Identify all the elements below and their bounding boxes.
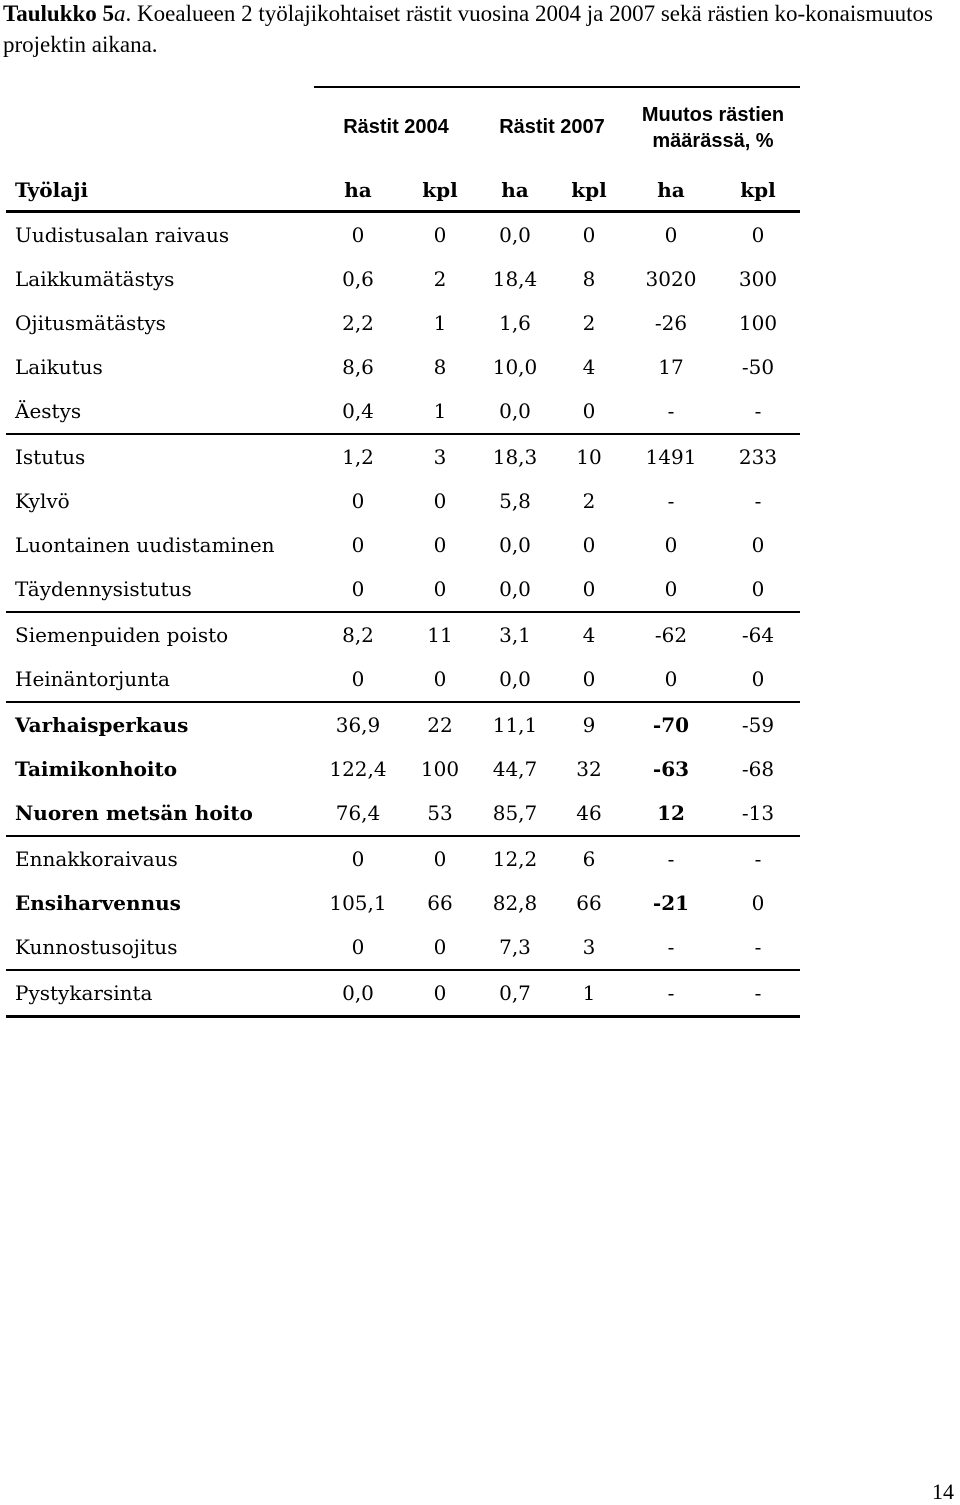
table-row [6, 257, 800, 301]
cell-value: 0 [751, 533, 765, 557]
row-name: Laikutus [15, 355, 103, 379]
cell-value: 0 [664, 223, 678, 247]
group-header-empty [6, 87, 314, 170]
cell-value: 0 [552, 389, 626, 434]
row-name: Täydennysistutus [6, 567, 314, 612]
cell-value: 2 [582, 311, 596, 335]
row-name: Siemenpuiden poisto [15, 623, 229, 647]
cell-value: 0 [433, 489, 447, 513]
column-header-tyolaji: Työlaji [6, 170, 314, 212]
cell-value: 4 [582, 623, 596, 647]
row-name: Ensiharvennus [15, 891, 181, 915]
cell-value: 53 [402, 791, 478, 836]
cell-value: 12 [626, 791, 716, 836]
row-name: Äestys [6, 389, 314, 434]
table-row [6, 836, 800, 881]
cell-value: 10 [576, 445, 602, 469]
cell-value: 1,6 [499, 311, 531, 335]
cell-value: 9 [582, 713, 596, 737]
column-header-unit: ha [626, 170, 716, 212]
cell-value: 3 [552, 925, 626, 970]
cell-value: 82,8 [492, 891, 538, 915]
cell-value: 36,9 [335, 713, 381, 737]
cell-value: 0,4 [314, 389, 402, 434]
table-caption [3, 0, 958, 60]
row-name: Heinäntorjunta [6, 657, 314, 702]
row-name: Luontainen uudistaminen [15, 533, 275, 557]
cell-value: 0,0 [478, 657, 552, 702]
cell-value: 0 [626, 567, 716, 612]
cell-value: 0 [664, 533, 678, 557]
cell-value: - [716, 970, 800, 1017]
cell-value: 0 [433, 533, 447, 557]
cell-value: 0 [582, 533, 596, 557]
row-name: Pystykarsinta [6, 970, 314, 1017]
cell-value: 122,4 [329, 757, 387, 781]
cell-value: -50 [741, 355, 775, 379]
row-name: Kunnostusojitus [6, 925, 314, 970]
row-name: Istutus [15, 445, 86, 469]
cell-value: 0 [402, 925, 478, 970]
cell-value: 105,1 [329, 891, 387, 915]
cell-value: 0 [351, 847, 365, 871]
cell-value: -59 [741, 713, 775, 737]
cell-value: 3,1 [499, 623, 531, 647]
cell-value: 8 [433, 355, 447, 379]
column-header-unit: ha [478, 170, 552, 212]
unit-header-row [6, 170, 800, 212]
cell-value: 0 [314, 657, 402, 702]
cell-value: 300 [738, 267, 778, 291]
cell-value: - [716, 925, 800, 970]
cell-value: 0 [402, 567, 478, 612]
cell-value: 85,7 [478, 791, 552, 836]
cell-value: - [716, 389, 800, 434]
cell-value: 0 [351, 489, 365, 513]
cell-value: 100 [420, 757, 460, 781]
cell-value: 3 [433, 445, 447, 469]
table-row [6, 657, 800, 702]
cell-value: 0 [751, 223, 765, 247]
cell-value: 0,0 [478, 389, 552, 434]
row-name: Kylvö [15, 489, 70, 513]
cell-value: 6 [582, 847, 596, 871]
cell-value: 66 [576, 891, 602, 915]
cell-value: -21 [652, 891, 690, 915]
cell-value: 1,2 [342, 445, 374, 469]
cell-value: 233 [738, 445, 778, 469]
cell-value: 0 [402, 657, 478, 702]
row-name: Taimikonhoito [15, 757, 178, 781]
group-header-rastit-2007: Rästit 2007 [478, 87, 626, 170]
table-row [6, 389, 800, 434]
cell-value: 8 [582, 267, 596, 291]
cell-value: 0 [433, 223, 447, 247]
cell-value: - [626, 970, 716, 1017]
cell-value: 0,0 [499, 223, 531, 247]
cell-value: 0 [351, 533, 365, 557]
page-number: 14 [932, 1479, 954, 1504]
cell-value: 3020 [645, 267, 697, 291]
cell-value: - [626, 925, 716, 970]
table-row [6, 747, 800, 791]
cell-value: -13 [716, 791, 800, 836]
cell-value: -63 [652, 757, 690, 781]
cell-value: -64 [741, 623, 775, 647]
cell-value: 0 [716, 657, 800, 702]
cell-value: 1 [402, 389, 478, 434]
table-row [6, 702, 800, 747]
row-name: Nuoren metsän hoito [6, 791, 314, 836]
cell-value: 12,2 [492, 847, 538, 871]
table-row [6, 479, 800, 523]
table-row [6, 434, 800, 479]
table-row [6, 925, 800, 970]
cell-value: 8,2 [342, 623, 374, 647]
cell-value: 32 [576, 757, 602, 781]
cell-value: 66 [427, 891, 453, 915]
cell-value: 1491 [645, 445, 697, 469]
row-name: Uudistusalan raivaus [15, 223, 230, 247]
cell-value: 0 [716, 567, 800, 612]
cell-value: 18,4 [492, 267, 538, 291]
row-name: Laikkumätästys [15, 267, 175, 291]
cell-value: 11 [427, 623, 453, 647]
group-header-muutos: Muutos rästien määrässä, % [626, 87, 800, 170]
table-row [6, 791, 800, 836]
column-header-unit: kpl [552, 170, 626, 212]
cell-value: 0,0 [314, 970, 402, 1017]
cell-value: 0 [402, 970, 478, 1017]
column-header-unit: kpl [402, 170, 478, 212]
cell-value: 0 [626, 657, 716, 702]
cell-value: -26 [654, 311, 688, 335]
column-header-unit: kpl [716, 170, 800, 212]
cell-value: 0,0 [499, 533, 531, 557]
cell-value: 8,6 [342, 355, 374, 379]
cell-value: 0 [351, 223, 365, 247]
cell-value: 4 [582, 355, 596, 379]
cell-value: - [754, 489, 762, 513]
cell-value: 5,8 [499, 489, 531, 513]
table-row [6, 212, 800, 258]
column-header-unit: ha [314, 170, 402, 212]
cell-value: 10,0 [492, 355, 538, 379]
cell-value: 2 [582, 489, 596, 513]
row-name: Ennakkoraivaus [15, 847, 178, 871]
data-table [6, 86, 800, 1018]
cell-value: 22 [427, 713, 453, 737]
cell-value: 0 [314, 567, 402, 612]
cell-value: 2,2 [342, 311, 374, 335]
row-name: Varhaisperkaus [15, 713, 189, 737]
cell-value: -70 [652, 713, 690, 737]
cell-value: 0 [751, 891, 765, 915]
cell-value: 17 [658, 355, 684, 379]
cell-value: 46 [552, 791, 626, 836]
cell-value: 100 [738, 311, 778, 335]
cell-value: 0 [433, 847, 447, 871]
table-row [6, 612, 800, 657]
table-row [6, 345, 800, 389]
cell-value: 11,1 [492, 713, 538, 737]
table-row [6, 881, 800, 925]
cell-value: 2 [433, 267, 447, 291]
cell-value: 1 [552, 970, 626, 1017]
group-header-row [6, 87, 800, 170]
caption-number: 5 [102, 1, 115, 26]
table-row [6, 567, 800, 612]
cell-value: - [626, 389, 716, 434]
cell-value: 0 [582, 223, 596, 247]
table-row [6, 523, 800, 567]
caption-text: . Koealueen 2 työlajikohtaiset rästit vuosina 2004 ja 2007 sekä rästien ko-konaismuutos projektin aikana. [3, 1, 933, 57]
cell-value: - [754, 847, 762, 871]
cell-value: -62 [654, 623, 688, 647]
cell-value: 18,3 [492, 445, 538, 469]
cell-value: -68 [741, 757, 775, 781]
group-header-rastit-2004: Rästit 2004 [314, 87, 478, 170]
table-row [6, 301, 800, 345]
cell-value: 0,6 [342, 267, 374, 291]
table-row [6, 970, 800, 1017]
cell-value: 0 [552, 657, 626, 702]
caption-label: Taulukko [3, 1, 97, 26]
cell-value: 0,7 [478, 970, 552, 1017]
cell-value: - [667, 489, 675, 513]
cell-value: 1 [433, 311, 447, 335]
caption-number-suffix: a [114, 1, 126, 26]
row-name: Ojitusmätästys [15, 311, 166, 335]
cell-value: - [667, 847, 675, 871]
cell-value: 0,0 [478, 567, 552, 612]
cell-value: 7,3 [478, 925, 552, 970]
cell-value: 44,7 [492, 757, 538, 781]
cell-value: 0 [552, 567, 626, 612]
cell-value: 76,4 [314, 791, 402, 836]
cell-value: 0 [314, 925, 402, 970]
